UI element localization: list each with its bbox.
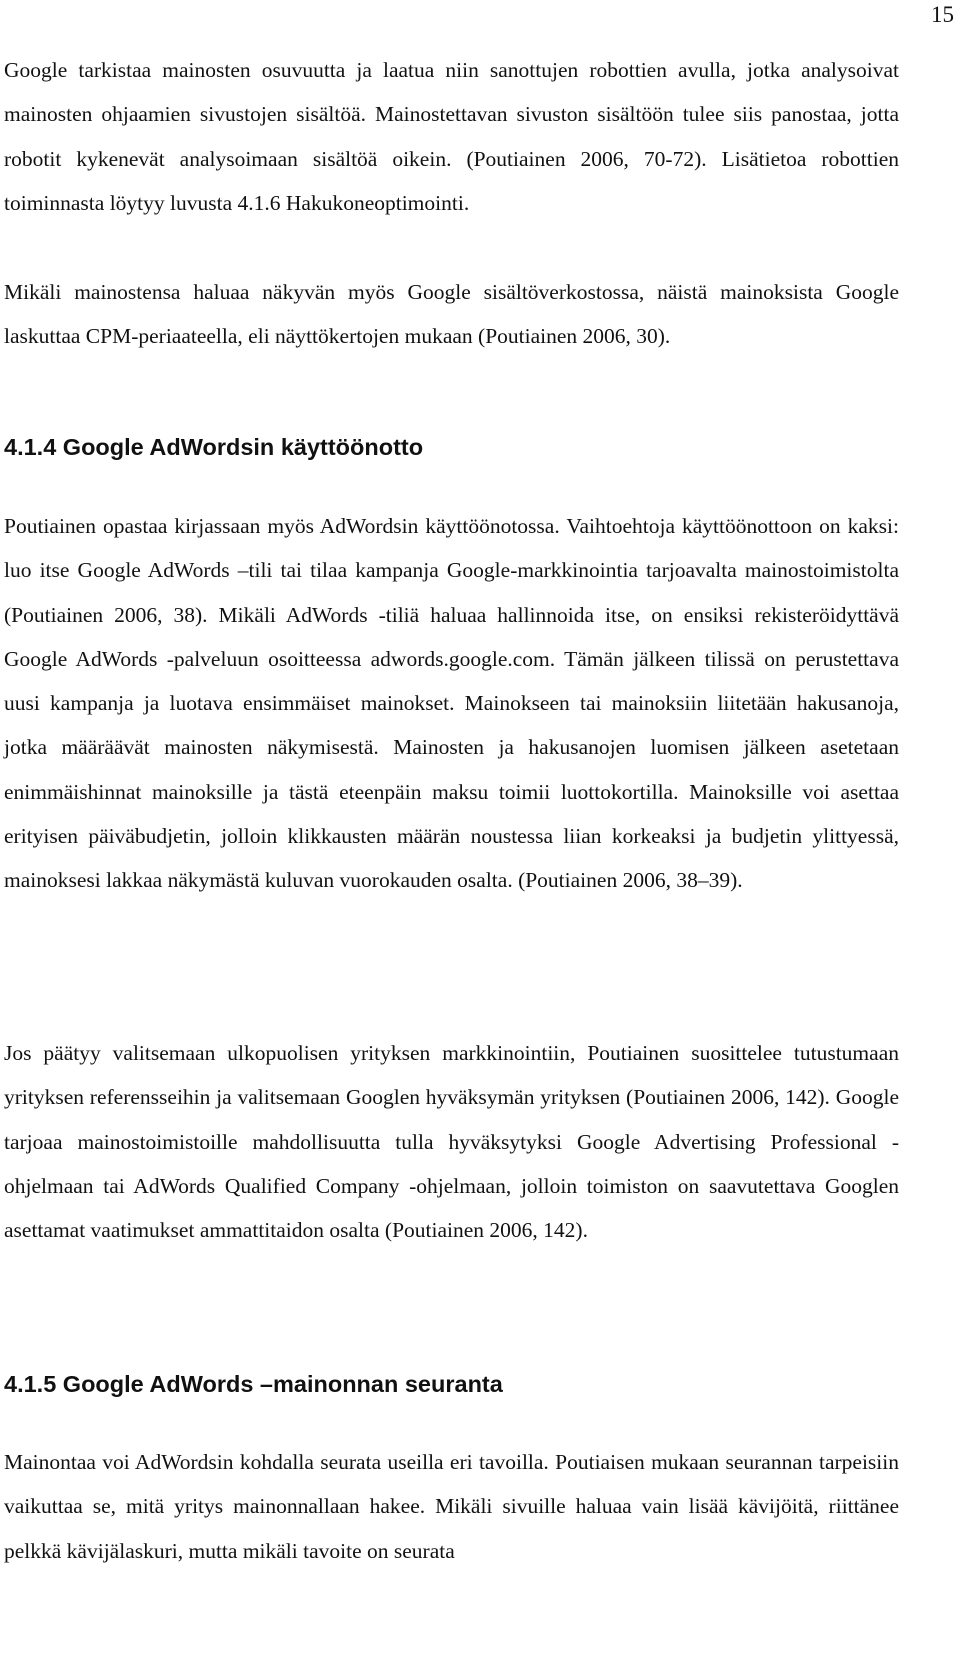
page-number: 15: [931, 2, 954, 27]
paragraph-agency: [4, 1031, 899, 1252]
paragraph-text: Poutiainen opastaa kirjassaan myös AdWordsin käyttöönotossa. Vaihtoehtoja käyttöönottoon on kaksi: luo itse Google AdWords –tili tai tilaa kampanja Google-markkinointia tarjoavalta mainostoimistolta (Poutiainen 2006, 38). Mikäli AdWords -tiliä haluaa hallinnoida itse, on ensiksi rekisteröidyttävä Google AdWords -palveluun osoitteessa adwords.google.com. Tämän jälkeen tilissä on perustettava uusi kampanja ja luotava ensimmäiset mainokset. Mainokseen tai mainoksiin liitetään hakusanoja, jotka määräävät mainosten näkymisestä. Mainosten ja hakusanojen luomisen jälkeen asetetaan enimmäishinnat mainoksille ja tästä eteenpäin maksu toimii luottokortilla. Mainoksille voi asettaa erityisen päiväbudjetin, jolloin klikkausten määrän noustessa liian korkeaksi ja budjetin ylittyessä, mainoksesi lakkaa näkymästä kuluvan vuorokauden osalta. (Poutiainen 2006, 38–39).: [4, 514, 899, 893]
paragraph-tracking: [4, 1440, 899, 1573]
paragraph-adwords-setup: [4, 504, 899, 903]
paragraph-cpm: [4, 270, 899, 359]
paragraph-text: Mikäli mainostensa haluaa näkyvän myös Google sisältöverkostossa, näistä mainoksista Google laskuttaa CPM-periaateella, eli näyttökertojen mukaan (Poutiainen 2006, 30).: [4, 280, 899, 349]
section-heading-4-1-5: 4.1.5 Google AdWords –mainonnan seuranta: [4, 1371, 503, 1397]
paragraph-robots: [4, 48, 899, 225]
paragraph-text: Mainontaa voi AdWordsin kohdalla seurata useilla eri tavoilla. Poutiaisen mukaan seurannan tarpeisiin vaikuttaa se, mitä yritys mainonnallaan hakee. Mikäli sivuille haluaa vain lisää kävijöitä, riittänee pelkkä kävijälaskuri, mutta mikäli tavoite on seurata: [4, 1450, 899, 1563]
paragraph-text: Google tarkistaa mainosten osuvuutta ja laatua niin sanottujen robottien avulla, jotka analysoivat mainosten ohjaamien sivustojen sisältöä. Mainostettavan sivuston sisältöön tulee siis panostaa, jotta robotit kykenevät analysoimaan sisältöä oikein. (Poutiainen 2006, 70-72). Lisätietoa robottien toiminnasta löytyy luvusta 4.1.6 Hakukoneoptimointi.: [4, 58, 899, 215]
paragraph-text: Jos päätyy valitsemaan ulkopuolisen yrityksen markkinointiin, Poutiainen suosittelee tutustumaan yrityksen referensseihin ja valitsemaan Googlen hyväksymän yrityksen (Poutiainen 2006, 142). Google tarjoaa mainostoimistoille mahdollisuutta tulla hyväksytyksi Google Advertising Professional -ohjelmaan tai AdWords Qualified Company -ohjelmaan, jolloin toimiston on saavutettava Googlen asettamat vaatimukset ammattitaidon osalta (Poutiainen 2006, 142).: [4, 1041, 899, 1243]
section-heading-4-1-4: 4.1.4 Google AdWordsin käyttöönotto: [4, 434, 424, 460]
